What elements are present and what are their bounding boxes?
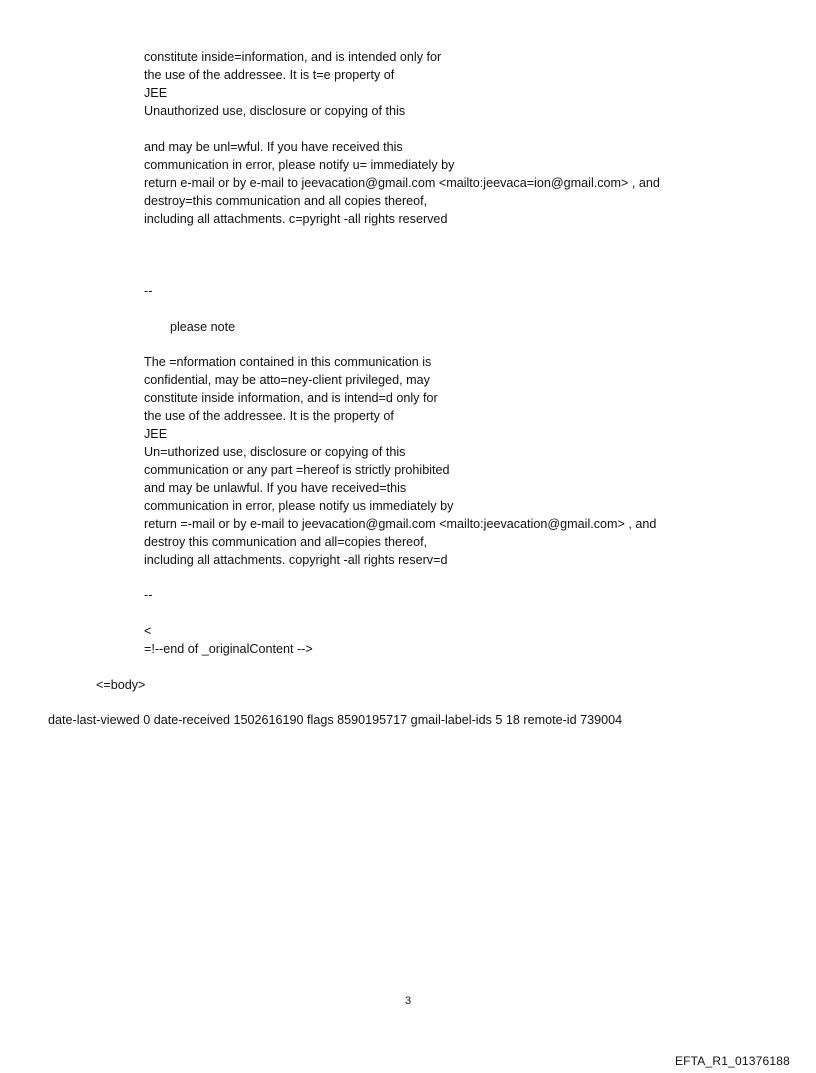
notice-line: and may be unlawful. If you have received=this	[144, 481, 407, 495]
notice-line: Un=uthorized use, disclosure or copying of this	[144, 445, 406, 459]
notice-line: Unauthorized use, disclosure or copying of this	[144, 104, 406, 118]
notice-line: destroy=this communication and all copies thereof,	[144, 194, 428, 208]
notice-line: destroy this communication and all=copies thereof,	[144, 535, 428, 549]
body-tag: <=body>	[96, 678, 146, 692]
notice-line: confidential, may be atto=ney-client privileged, may	[144, 373, 430, 387]
notice-line: communication in error, please notify us immediately by	[144, 499, 454, 513]
notice-line: communication or any part =hereof is strictly prohibited	[144, 463, 450, 477]
separator: --	[144, 588, 153, 602]
email-metadata: date-last-viewed 0 date-received 1502616190 flags 8590195717 gmail-label-ids 5 18 remote-id 739004	[48, 713, 623, 727]
notice-line: constitute inside=information, and is intended only for	[144, 50, 442, 64]
notice-line: including all attachments. copyright -all rights reserv=d	[144, 553, 448, 567]
notice-line: return =-mail or by e-mail to jeevacation@gmail.com <mailto:jeevacation@gmail.com> , and	[144, 517, 657, 531]
bates-number: EFTA_R1_01376188	[674, 1054, 790, 1068]
html-fragment: <	[144, 624, 152, 638]
notice-line: the use of the addressee. It is t=e property of	[144, 68, 395, 82]
notice-line: constitute inside information, and is intend=d only for	[144, 391, 438, 405]
separator: --	[144, 284, 153, 298]
notice-line: return e-mail or by e-mail to jeevacation@gmail.com <mailto:jeevaca=ion@gmail.com> , and	[144, 176, 660, 190]
notice-line: JEE	[144, 427, 168, 441]
notice-line: including all attachments. c=pyright -all rights reserved	[144, 212, 448, 226]
notice-line: JEE	[144, 86, 168, 100]
end-comment: =!--end of _originalContent -->	[144, 642, 313, 656]
please-note-heading: please note	[170, 320, 236, 334]
notice-line: and may be unl=wful. If you have received this	[144, 140, 403, 154]
page-number: 3	[404, 995, 412, 1007]
notice-line: communication in error, please notify u= immediately by	[144, 158, 455, 172]
notice-line: the use of the addressee. It is the property of	[144, 409, 394, 423]
notice-line: The =nformation contained in this communication is	[144, 355, 432, 369]
